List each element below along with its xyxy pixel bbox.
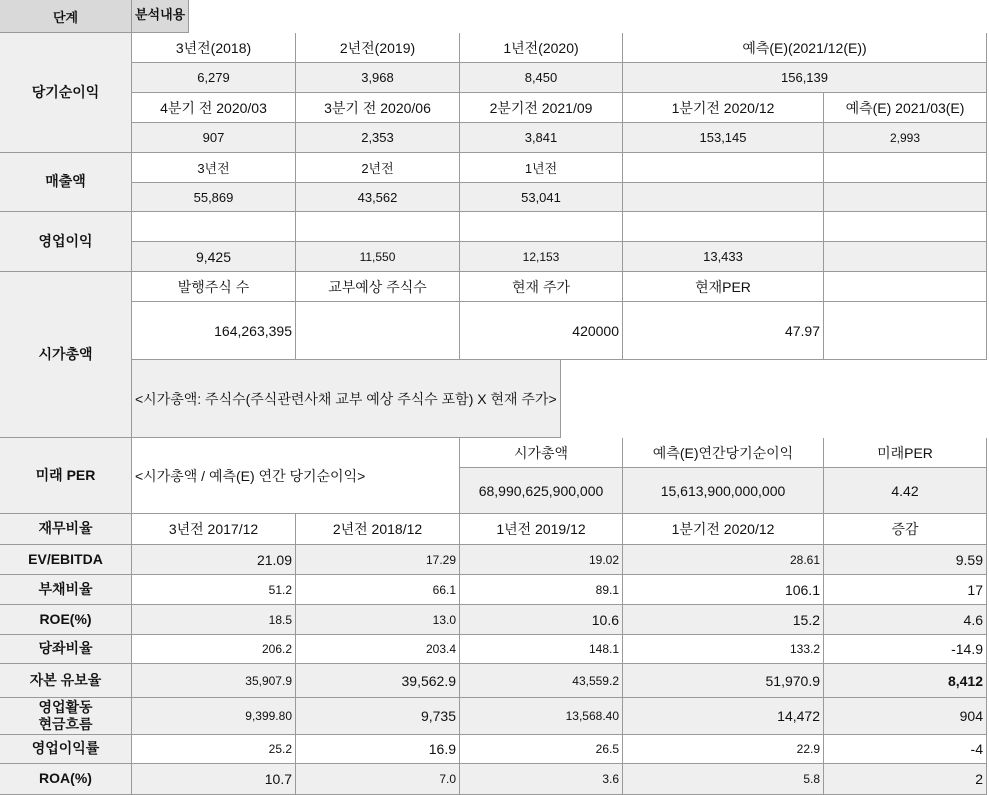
net-income-year-value: 3,968 xyxy=(296,63,460,93)
ratio-row-value: 10.6 xyxy=(460,605,623,635)
market-cap-value xyxy=(296,302,460,360)
stage-header: 단계 xyxy=(0,0,132,33)
ratio-row-label: 부채비율 xyxy=(0,575,132,605)
ratio-row-label: 영업이익률 xyxy=(0,735,132,764)
ratios-header: 3년전 2017/12 xyxy=(132,514,296,545)
future-per-header: 미래PER xyxy=(824,438,987,468)
operating-income-value: 9,425 xyxy=(132,242,296,272)
revenue-value: 53,041 xyxy=(460,183,623,212)
market-cap-label: 시가총액 xyxy=(0,272,132,438)
net-income-quarter-header: 1분기전 2020/12 xyxy=(623,93,824,123)
market-cap-value: 164,263,395 xyxy=(132,302,296,360)
net-income-quarter-header: 2분기전 2021/09 xyxy=(460,93,623,123)
ratio-row-value: -14.9 xyxy=(824,635,987,664)
ratios-label: 재무비율 xyxy=(0,514,132,545)
ratio-row-value: 206.2 xyxy=(132,635,296,664)
revenue-header xyxy=(824,153,987,183)
ratio-row-value: 14,472 xyxy=(623,698,824,735)
operating-income-header xyxy=(824,212,987,242)
revenue-header: 1년전 xyxy=(460,153,623,183)
future-per-label: 미래 PER xyxy=(0,438,132,514)
ratio-row-value: 18.5 xyxy=(132,605,296,635)
market-cap-value xyxy=(824,302,987,360)
ratio-row-value: 16.9 xyxy=(296,735,460,764)
ratio-row-label: 자본 유보율 xyxy=(0,664,132,698)
ratio-row-label: 당좌비율 xyxy=(0,635,132,664)
ratio-row-value: 51.2 xyxy=(132,575,296,605)
market-cap-formula-note: <시가총액: 주식수(주식관련사채 교부 예상 주식수 포함) X 현재 주가> xyxy=(132,360,561,438)
ratio-row-value: 7.0 xyxy=(296,764,460,795)
revenue-header: 2년전 xyxy=(296,153,460,183)
net-income-year-header: 예측(E)(2021/12(E)) xyxy=(623,33,987,63)
ratios-header: 2년전 2018/12 xyxy=(296,514,460,545)
ratio-row-value: 9,399.80 xyxy=(132,698,296,735)
net-income-quarter-value: 907 xyxy=(132,123,296,153)
ratio-row-value: -4 xyxy=(824,735,987,764)
ratio-row-value: 17 xyxy=(824,575,987,605)
future-per-formula-note: <시가총액 / 예측(E) 연간 당기순이익> xyxy=(132,438,460,514)
ratio-row-value: 4.6 xyxy=(824,605,987,635)
operating-income-value xyxy=(824,242,987,272)
market-cap-value: 47.97 xyxy=(623,302,824,360)
revenue-value: 55,869 xyxy=(132,183,296,212)
operating-income-label: 영업이익 xyxy=(0,212,132,272)
ratio-row-value: 43,559.2 xyxy=(460,664,623,698)
ratio-row-value: 15.2 xyxy=(623,605,824,635)
ratio-row-value: 22.9 xyxy=(623,735,824,764)
net-income-label: 당기순이익 xyxy=(0,33,132,153)
revenue-value xyxy=(623,183,824,212)
ratio-row-value: 904 xyxy=(824,698,987,735)
operating-income-header xyxy=(460,212,623,242)
ratio-row-value: 5.8 xyxy=(623,764,824,795)
ratio-row-label: ROA(%) xyxy=(0,764,132,795)
ratio-row-value: 8,412 xyxy=(824,664,987,698)
revenue-header: 3년전 xyxy=(132,153,296,183)
ratio-row-value: 28.61 xyxy=(623,545,824,575)
operating-income-value: 13,433 xyxy=(623,242,824,272)
market-cap-header: 현재PER xyxy=(623,272,824,302)
market-cap-header: 현재 주가 xyxy=(460,272,623,302)
net-income-year-value: 156,139 xyxy=(623,63,987,93)
ratios-header: 증감 xyxy=(824,514,987,545)
market-cap-header: 발행주식 수 xyxy=(132,272,296,302)
net-income-year-header: 2년전(2019) xyxy=(296,33,460,63)
future-per-value: 15,613,900,000,000 xyxy=(623,468,824,514)
market-cap-value: 420000 xyxy=(460,302,623,360)
market-cap-header: 교부예상 주식수 xyxy=(296,272,460,302)
ratio-row-value: 2 xyxy=(824,764,987,795)
ratio-row-label: 영업활동 현금흐름 xyxy=(0,698,132,735)
ratio-row-value: 3.6 xyxy=(460,764,623,795)
net-income-quarter-header: 3분기 전 2020/06 xyxy=(296,93,460,123)
net-income-quarter-value: 2,993 xyxy=(824,123,987,153)
ratio-row-label: EV/EBITDA xyxy=(0,545,132,575)
ratio-row-value: 106.1 xyxy=(623,575,824,605)
ratio-row-value: 148.1 xyxy=(460,635,623,664)
operating-income-value: 12,153 xyxy=(460,242,623,272)
ratio-row-value: 19.02 xyxy=(460,545,623,575)
operating-income-value: 11,550 xyxy=(296,242,460,272)
market-cap-header xyxy=(824,272,987,302)
revenue-value xyxy=(824,183,987,212)
net-income-quarter-value: 2,353 xyxy=(296,123,460,153)
ratios-header: 1년전 2019/12 xyxy=(460,514,623,545)
net-income-quarter-value: 153,145 xyxy=(623,123,824,153)
ratio-row-value: 35,907.9 xyxy=(132,664,296,698)
future-per-header: 예측(E)연간당기순이익 xyxy=(623,438,824,468)
operating-income-header xyxy=(623,212,824,242)
ratio-row-value: 26.5 xyxy=(460,735,623,764)
ratios-header: 1분기전 2020/12 xyxy=(623,514,824,545)
ratio-row-value: 25.2 xyxy=(132,735,296,764)
net-income-year-value: 6,279 xyxy=(132,63,296,93)
future-per-value: 68,990,625,900,000 xyxy=(460,468,623,514)
operating-income-header xyxy=(132,212,296,242)
net-income-quarter-header: 4분기 전 2020/03 xyxy=(132,93,296,123)
ratio-row-value: 66.1 xyxy=(296,575,460,605)
ratio-row-value: 13.0 xyxy=(296,605,460,635)
analysis-header: 분석내용 xyxy=(132,0,189,33)
ratio-row-value: 39,562.9 xyxy=(296,664,460,698)
ratio-row-value: 13,568.40 xyxy=(460,698,623,735)
future-per-header: 시가총액 xyxy=(460,438,623,468)
ratio-row-value: 21.09 xyxy=(132,545,296,575)
ratio-row-value: 51,970.9 xyxy=(623,664,824,698)
ratio-row-value: 89.1 xyxy=(460,575,623,605)
operating-income-header xyxy=(296,212,460,242)
ratio-row-value: 9,735 xyxy=(296,698,460,735)
net-income-year-header: 1년전(2020) xyxy=(460,33,623,63)
ratio-row-value: 133.2 xyxy=(623,635,824,664)
net-income-year-value: 8,450 xyxy=(460,63,623,93)
net-income-year-header: 3년전(2018) xyxy=(132,33,296,63)
ratio-row-value: 203.4 xyxy=(296,635,460,664)
ratio-row-value: 10.7 xyxy=(132,764,296,795)
future-per-value: 4.42 xyxy=(824,468,987,514)
revenue-value: 43,562 xyxy=(296,183,460,212)
ratio-row-value: 17.29 xyxy=(296,545,460,575)
revenue-header xyxy=(623,153,824,183)
net-income-quarter-header: 예측(E) 2021/03(E) xyxy=(824,93,987,123)
ratio-row-value: 9.59 xyxy=(824,545,987,575)
net-income-quarter-value: 3,841 xyxy=(460,123,623,153)
revenue-label: 매출액 xyxy=(0,153,132,212)
ratio-row-label: ROE(%) xyxy=(0,605,132,635)
